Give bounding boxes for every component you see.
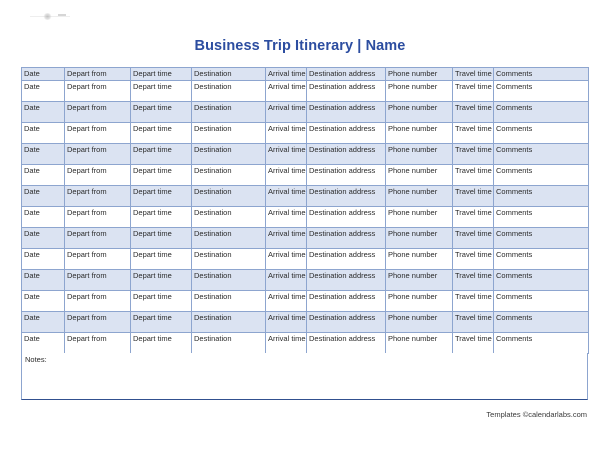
itinerary-cell[interactable]: Depart time: [131, 186, 192, 207]
itinerary-cell[interactable]: Destination: [192, 249, 266, 270]
itinerary-cell[interactable]: Depart from: [65, 249, 131, 270]
itinerary-cell[interactable]: Travel time: [453, 249, 494, 270]
itinerary-cell[interactable]: Travel time: [453, 144, 494, 165]
itinerary-cell[interactable]: Date: [22, 270, 65, 291]
itinerary-cell[interactable]: Comments: [494, 291, 589, 312]
itinerary-cell[interactable]: Destination: [192, 270, 266, 291]
itinerary-cell[interactable]: Depart time: [131, 207, 192, 228]
itinerary-cell[interactable]: Depart from: [65, 312, 131, 333]
itinerary-cell[interactable]: Phone number: [386, 186, 453, 207]
itinerary-cell[interactable]: Phone number: [386, 291, 453, 312]
itinerary-cell[interactable]: Destination: [192, 207, 266, 228]
itinerary-cell[interactable]: Arrival time: [266, 207, 307, 228]
itinerary-cell[interactable]: Destination address: [307, 291, 386, 312]
itinerary-cell[interactable]: Travel time: [453, 81, 494, 102]
itinerary-cell[interactable]: Date: [22, 165, 65, 186]
itinerary-cell[interactable]: Phone number: [386, 207, 453, 228]
itinerary-cell[interactable]: Date: [22, 207, 65, 228]
itinerary-cell[interactable]: Phone number: [386, 312, 453, 333]
itinerary-cell[interactable]: Comments: [494, 333, 589, 354]
itinerary-cell[interactable]: Destination: [192, 144, 266, 165]
table-row: [22, 270, 589, 291]
itinerary-cell[interactable]: Depart from: [65, 102, 131, 123]
table-row: [22, 207, 589, 228]
table-row: [22, 165, 589, 186]
itinerary-cell[interactable]: Travel time: [453, 207, 494, 228]
itinerary-cell[interactable]: Phone number: [386, 165, 453, 186]
table-row: [22, 333, 589, 354]
itinerary-cell[interactable]: Destination address: [307, 333, 386, 354]
column-header[interactable]: Depart time: [131, 68, 192, 81]
table-row: [22, 81, 589, 102]
itinerary-cell[interactable]: Destination address: [307, 144, 386, 165]
scan-artifact-dash: [58, 14, 66, 16]
itinerary-cell[interactable]: Comments: [494, 102, 589, 123]
itinerary-cell[interactable]: Arrival time: [266, 123, 307, 144]
itinerary-cell[interactable]: Depart time: [131, 333, 192, 354]
itinerary-cell[interactable]: Depart time: [131, 249, 192, 270]
itinerary-cell[interactable]: Comments: [494, 123, 589, 144]
itinerary-cell[interactable]: Depart from: [65, 228, 131, 249]
table-header: [22, 68, 589, 81]
itinerary-cell[interactable]: Destination: [192, 333, 266, 354]
itinerary-cell[interactable]: Arrival time: [266, 165, 307, 186]
itinerary-cell[interactable]: Destination address: [307, 81, 386, 102]
column-header[interactable]: Comments: [494, 68, 589, 81]
itinerary-cell[interactable]: Travel time: [453, 228, 494, 249]
itinerary-cell[interactable]: Destination address: [307, 186, 386, 207]
table-row: [22, 144, 589, 165]
itinerary-cell[interactable]: Phone number: [386, 249, 453, 270]
itinerary-cell[interactable]: Destination: [192, 165, 266, 186]
itinerary-cell[interactable]: Travel time: [453, 291, 494, 312]
itinerary-cell[interactable]: Travel time: [453, 312, 494, 333]
itinerary-cell[interactable]: Travel time: [453, 270, 494, 291]
itinerary-cell[interactable]: Date: [22, 81, 65, 102]
itinerary-cell[interactable]: Comments: [494, 165, 589, 186]
itinerary-cell[interactable]: Comments: [494, 312, 589, 333]
itinerary-cell[interactable]: Phone number: [386, 270, 453, 291]
itinerary-cell[interactable]: Comments: [494, 270, 589, 291]
itinerary-cell[interactable]: Depart time: [131, 291, 192, 312]
itinerary-cell[interactable]: Destination address: [307, 228, 386, 249]
table-row: [22, 186, 589, 207]
itinerary-cell[interactable]: Arrival time: [266, 291, 307, 312]
itinerary-cell[interactable]: Depart time: [131, 165, 192, 186]
table-row: [22, 123, 589, 144]
itinerary-cell[interactable]: Depart time: [131, 102, 192, 123]
table-row: [22, 102, 589, 123]
itinerary-cell[interactable]: Depart from: [65, 270, 131, 291]
footer-credit: Templates ©calendarlabs.com: [486, 410, 587, 419]
itinerary-cell[interactable]: Date: [22, 123, 65, 144]
itinerary-cell[interactable]: Destination address: [307, 270, 386, 291]
itinerary-cell[interactable]: Phone number: [386, 333, 453, 354]
itinerary-cell[interactable]: Arrival time: [266, 102, 307, 123]
itinerary-cell[interactable]: Travel time: [453, 333, 494, 354]
notes-box[interactable]: [21, 353, 588, 400]
itinerary-cell[interactable]: Destination address: [307, 165, 386, 186]
column-header[interactable]: Phone number: [386, 68, 453, 81]
itinerary-cell[interactable]: Comments: [494, 228, 589, 249]
itinerary-cell[interactable]: Depart time: [131, 81, 192, 102]
itinerary-cell[interactable]: Depart from: [65, 207, 131, 228]
itinerary-cell[interactable]: Destination address: [307, 249, 386, 270]
itinerary-cell[interactable]: Destination: [192, 81, 266, 102]
column-header[interactable]: Destination address: [307, 68, 386, 81]
itinerary-cell[interactable]: Date: [22, 333, 65, 354]
itinerary-cell[interactable]: Comments: [494, 207, 589, 228]
itinerary-cell[interactable]: Depart from: [65, 291, 131, 312]
itinerary-cell[interactable]: Comments: [494, 81, 589, 102]
itinerary-cell[interactable]: Date: [22, 228, 65, 249]
itinerary-cell[interactable]: Arrival time: [266, 270, 307, 291]
itinerary-cell[interactable]: Destination: [192, 123, 266, 144]
column-header[interactable]: Arrival time: [266, 68, 307, 81]
itinerary-cell[interactable]: Depart time: [131, 123, 192, 144]
table-body: [22, 81, 589, 354]
itinerary-cell[interactable]: Destination: [192, 186, 266, 207]
itinerary-cell[interactable]: Arrival time: [266, 249, 307, 270]
itinerary-cell[interactable]: Destination: [192, 228, 266, 249]
itinerary-cell[interactable]: Destination: [192, 102, 266, 123]
itinerary-cell[interactable]: Comments: [494, 249, 589, 270]
itinerary-cell[interactable]: Depart time: [131, 270, 192, 291]
column-header[interactable]: Destination: [192, 68, 266, 81]
scan-artifact-smudge: [43, 13, 52, 20]
itinerary-cell[interactable]: Destination address: [307, 102, 386, 123]
itinerary-cell[interactable]: Depart from: [65, 123, 131, 144]
itinerary-cell[interactable]: Phone number: [386, 144, 453, 165]
itinerary-cell[interactable]: Arrival time: [266, 228, 307, 249]
itinerary-cell[interactable]: Date: [22, 249, 65, 270]
itinerary-cell[interactable]: Date: [22, 312, 65, 333]
itinerary-cell[interactable]: Travel time: [453, 186, 494, 207]
itinerary-table: [21, 67, 589, 354]
column-header[interactable]: Travel time: [453, 68, 494, 81]
table-row: [22, 312, 589, 333]
itinerary-cell[interactable]: Depart time: [131, 144, 192, 165]
itinerary-cell[interactable]: Destination address: [307, 123, 386, 144]
itinerary-cell[interactable]: Phone number: [386, 228, 453, 249]
itinerary-cell[interactable]: Date: [22, 144, 65, 165]
itinerary-cell[interactable]: Destination: [192, 312, 266, 333]
itinerary-cell[interactable]: Depart time: [131, 312, 192, 333]
page-title: Business Trip Itinerary | Name: [194, 38, 406, 54]
column-header[interactable]: Date: [22, 68, 65, 81]
itinerary-cell[interactable]: Phone number: [386, 123, 453, 144]
itinerary-cell[interactable]: Arrival time: [266, 81, 307, 102]
itinerary-cell[interactable]: Comments: [494, 186, 589, 207]
itinerary-cell[interactable]: Date: [22, 186, 65, 207]
itinerary-cell[interactable]: Depart from: [65, 81, 131, 102]
header-row: [22, 68, 589, 81]
itinerary-cell[interactable]: Arrival time: [266, 312, 307, 333]
table-row: [22, 228, 589, 249]
itinerary-cell[interactable]: Depart from: [65, 333, 131, 354]
itinerary-cell[interactable]: Depart from: [65, 186, 131, 207]
itinerary-cell[interactable]: Travel time: [453, 165, 494, 186]
itinerary-cell[interactable]: Date: [22, 291, 65, 312]
itinerary-cell[interactable]: Phone number: [386, 81, 453, 102]
itinerary-cell[interactable]: Comments: [494, 144, 589, 165]
itinerary-cell[interactable]: Depart from: [65, 165, 131, 186]
itinerary-cell[interactable]: Depart time: [131, 228, 192, 249]
itinerary-cell[interactable]: Destination: [192, 291, 266, 312]
itinerary-cell[interactable]: Travel time: [453, 123, 494, 144]
itinerary-cell[interactable]: Destination address: [307, 207, 386, 228]
column-header[interactable]: Depart from: [65, 68, 131, 81]
itinerary-cell[interactable]: Phone number: [386, 102, 453, 123]
itinerary-cell[interactable]: Arrival time: [266, 144, 307, 165]
table-row: [22, 249, 589, 270]
itinerary-cell[interactable]: Depart from: [65, 144, 131, 165]
itinerary-cell[interactable]: Destination address: [307, 312, 386, 333]
itinerary-cell[interactable]: Arrival time: [266, 333, 307, 354]
notes-label: Notes:: [25, 355, 47, 364]
itinerary-cell[interactable]: Travel time: [453, 102, 494, 123]
table-row: [22, 291, 589, 312]
itinerary-cell[interactable]: Date: [22, 102, 65, 123]
itinerary-cell[interactable]: Arrival time: [266, 186, 307, 207]
